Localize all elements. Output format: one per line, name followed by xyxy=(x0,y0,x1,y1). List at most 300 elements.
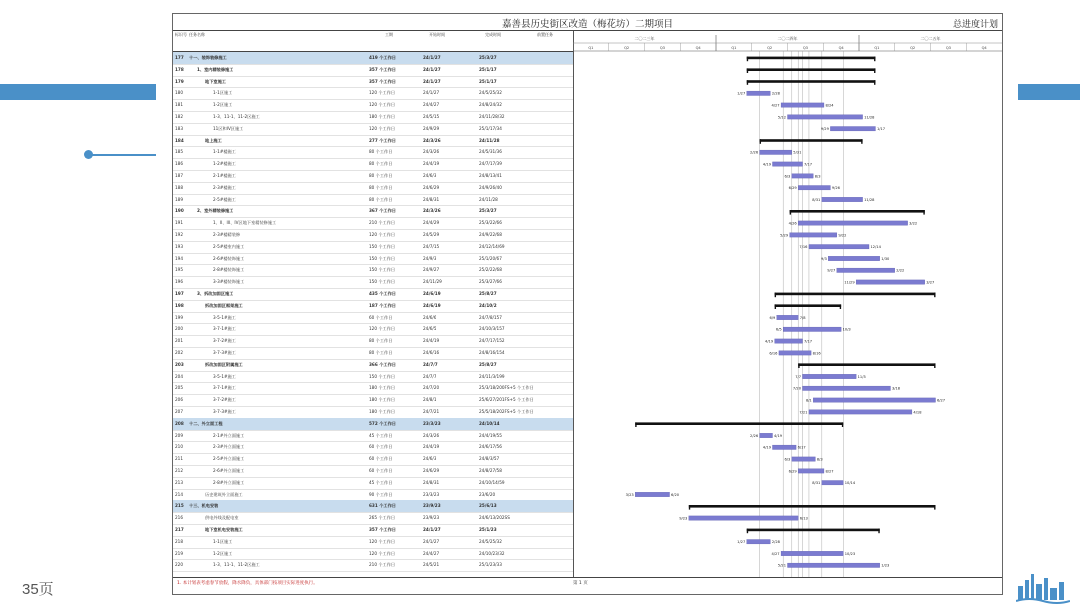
left-accent-line xyxy=(90,154,156,156)
task-bar xyxy=(788,563,880,567)
col-header-id: 标识号 xyxy=(175,32,187,37)
gantt-document xyxy=(172,13,1003,595)
bar-end-label: 7/17 xyxy=(804,339,813,344)
row-end: 24/8/16/154 xyxy=(479,350,505,355)
summary-bar-start xyxy=(775,304,776,309)
row-duration: 357 个工作日 xyxy=(369,527,396,532)
quarter-label: Q3 xyxy=(802,46,808,50)
row-task-name: 1、室内精装修施工 xyxy=(197,66,234,72)
row-start: 24/1/27 xyxy=(423,527,441,532)
row-id: 215 xyxy=(175,503,184,509)
row-duration: 80 个工作日 xyxy=(369,173,393,178)
row-start: 24/7/7 xyxy=(423,361,438,367)
task-bar xyxy=(747,540,771,544)
row-start: 24/4/19 xyxy=(423,161,440,167)
year-label: 二〇二四年 xyxy=(777,36,798,41)
row-id: 180 xyxy=(175,90,183,96)
row-start: 23/3/23 xyxy=(423,420,441,426)
summary-bar xyxy=(798,363,935,366)
task-bar xyxy=(775,339,803,343)
row-start: 24/3/26 xyxy=(423,137,441,143)
row-id: 178 xyxy=(175,66,184,72)
bar-start-label: 6/5 xyxy=(775,327,782,332)
row-end: 25/8/27 xyxy=(479,291,497,296)
row-task-name: 地下室施工 xyxy=(205,78,226,84)
task-bar xyxy=(792,457,816,461)
row-duration: 45 个工作日 xyxy=(369,432,393,438)
row-end: 24/5/25/32 xyxy=(479,538,502,544)
row-task-name: 1-3、11-1、11-2区施工 xyxy=(213,562,260,568)
row-id: 183 xyxy=(175,125,183,131)
task-bar xyxy=(803,386,891,390)
summary-bar xyxy=(775,304,841,307)
row-end: 24/6/13/202SS xyxy=(479,515,510,521)
bar-end-label: 8/3 xyxy=(814,174,821,179)
row-end: 25/3/27 xyxy=(479,208,497,214)
row-start: 24/8/31 xyxy=(423,479,440,485)
bar-start-label: 5/29 xyxy=(780,233,789,238)
row-id: 177 xyxy=(175,55,184,60)
row-task-name: 2-3#外立面施工 xyxy=(213,444,245,450)
row-end: 24/11/28/32 xyxy=(479,114,505,119)
row-duration: 90 个工作日 xyxy=(369,491,393,497)
row-id: 203 xyxy=(175,361,184,367)
bar-end-label: 10/23 xyxy=(844,551,856,556)
row-start: 24/3/26 xyxy=(423,208,441,214)
task-bar xyxy=(822,197,863,201)
row-end: 24/11/28 xyxy=(479,137,500,143)
row-id: 217 xyxy=(175,527,184,532)
row-end: 25/6/27/201FS+5 个工作日 xyxy=(479,397,534,403)
row-task-name: 1-1#楼施工 xyxy=(213,149,236,155)
row-id: 213 xyxy=(175,479,183,485)
row-end: 25/3/18/200FS+5 个工作日 xyxy=(479,385,534,391)
row-end: 24/7/8/157 xyxy=(479,314,502,320)
row-start: 24/7/21 xyxy=(423,409,440,414)
row-task-name: 1-1区施工 xyxy=(213,90,233,96)
row-task-name: 地上施工 xyxy=(205,137,222,143)
row-id: 181 xyxy=(175,102,183,108)
col-header-end: 完成时间 xyxy=(485,32,501,37)
row-duration: 60 个工作日 xyxy=(369,314,393,320)
row-task-name: 3-5-1#施工 xyxy=(213,314,236,320)
row-task-name: 3-7-3#施工 xyxy=(213,409,236,414)
summary-bar-end xyxy=(840,304,841,309)
task-bar xyxy=(828,256,879,260)
row-duration: 150 个工作日 xyxy=(369,243,396,249)
bar-start-label: 11/29 xyxy=(844,280,855,285)
row-start: 24/6/29 xyxy=(423,184,440,190)
summary-bar-end xyxy=(874,68,875,73)
bar-end-label: 2/22 xyxy=(896,268,905,273)
bar-end-label: 7/17 xyxy=(804,162,813,167)
row-id: 210 xyxy=(175,444,183,450)
row-start: 24/11/29 xyxy=(423,279,442,285)
bar-end-label: 4/18 xyxy=(913,410,922,415)
row-start: 24/1/27 xyxy=(423,538,440,544)
row-end: 24/11/28 xyxy=(479,196,498,202)
bar-end-label: 10/14 xyxy=(844,481,856,486)
col-header-start: 开始时间 xyxy=(429,32,445,37)
row-duration: 210 个工作日 xyxy=(369,562,396,568)
bar-start-label: 4/19 xyxy=(765,339,774,344)
row-start: 24/5/29 xyxy=(423,232,440,237)
row-start: 24/9/27 xyxy=(423,267,440,273)
row-id: 199 xyxy=(175,314,183,320)
task-bar xyxy=(798,186,830,190)
bar-start-label: 9/3 xyxy=(820,256,827,261)
bar-end-label: 1/17 xyxy=(876,127,886,132)
summary-bar-start xyxy=(747,529,748,534)
bar-end-label: 10/3 xyxy=(842,327,851,332)
row-task-name: 11区和IV区施工 xyxy=(213,125,244,131)
row-end: 24/10/14/59 xyxy=(479,479,505,485)
summary-bar-end xyxy=(934,363,935,368)
row-duration: 357 个工作日 xyxy=(369,66,396,72)
bar-start-label: 5/21 xyxy=(777,563,786,568)
row-task-name: 2-3#楼精装修 xyxy=(213,232,241,237)
task-bar xyxy=(772,445,796,449)
row-duration: 265 个工作日 xyxy=(369,515,396,521)
row-end: 24/8/3/57 xyxy=(479,456,500,462)
summary-bar-end xyxy=(878,529,879,534)
row-task-name: 3-5-1#施工 xyxy=(213,373,236,379)
row-start: 24/4/27 xyxy=(423,550,440,556)
row-task-name: 拆改加固区框架施工 xyxy=(205,302,243,308)
row-start: 24/6/6 xyxy=(423,314,437,320)
summary-bar-end xyxy=(874,80,875,85)
bar-start-label: 6/29 xyxy=(788,469,797,474)
bar-end-label: 3/27 xyxy=(926,280,935,285)
quarter-label: Q3 xyxy=(659,46,665,50)
row-id: 187 xyxy=(175,173,183,178)
row-duration: 150 个工作日 xyxy=(369,267,396,273)
bar-start-label: 4/19 xyxy=(762,162,771,167)
row-duration: 366 个工作日 xyxy=(369,361,396,367)
bar-start-label: 8/31 xyxy=(812,197,821,202)
summary-bar xyxy=(689,505,936,508)
table-row xyxy=(173,559,573,572)
row-task-name: 历史建筑外立面施工 xyxy=(205,491,243,497)
bar-end-label: 2/28 xyxy=(771,540,780,545)
row-end: 25/1/23 xyxy=(479,527,497,532)
bar-end-label: 3/18 xyxy=(891,386,901,391)
row-task-name: 1、II、III、IV区地下室精装修施工 xyxy=(213,220,277,226)
task-bar xyxy=(783,327,841,331)
row-end: 24/8/13/41 xyxy=(479,173,502,178)
row-id: 208 xyxy=(175,420,184,426)
row-start: 24/6/3 xyxy=(423,173,437,178)
row-id: 196 xyxy=(175,279,183,285)
row-task-name: 3-7-2#施工 xyxy=(213,397,236,403)
quarter-label: Q2 xyxy=(767,46,773,50)
bar-start-label: 3/23 xyxy=(625,492,634,497)
task-bar xyxy=(856,280,925,284)
row-duration: 435 个工作日 xyxy=(369,291,396,296)
bar-end-label: 5/31 xyxy=(793,150,802,155)
document-title: 嘉善县历史街区改造（梅花坊）二期项目 xyxy=(501,19,673,30)
row-task-name: 3-7-1#施工 xyxy=(213,385,236,391)
row-end: 24/11/3/199 xyxy=(479,373,505,379)
row-start: 24/1/27 xyxy=(423,66,441,72)
row-duration: 120 个工作日 xyxy=(369,538,396,544)
summary-bar xyxy=(747,68,876,71)
row-id: 185 xyxy=(175,149,183,155)
row-start: 24/3/26 xyxy=(423,432,440,438)
row-start: 24/1/27 xyxy=(423,78,441,84)
row-end: 25/6/13 xyxy=(479,503,497,509)
bar-end-label: 12/14 xyxy=(870,245,881,250)
row-task-name: 2-1#外立面施工 xyxy=(213,432,245,438)
task-bar xyxy=(798,221,907,225)
row-duration: 419 个工作日 xyxy=(369,55,396,60)
document-subtitle: 总进度计划 xyxy=(952,20,998,30)
bar-start-label: 7/16 xyxy=(799,245,808,250)
row-id: 214 xyxy=(175,491,183,497)
row-id: 179 xyxy=(175,78,184,84)
row-task-name: 十二、外立面工程 xyxy=(189,420,223,426)
quarter-label: Q2 xyxy=(910,46,916,50)
bar-start-label: 6/9 xyxy=(769,315,776,320)
bar-end-label: 8/24 xyxy=(825,103,834,108)
row-duration: 367 个工作日 xyxy=(369,208,396,214)
row-task-name: 2-8#外立面施工 xyxy=(213,479,245,485)
row-id: 204 xyxy=(175,373,183,379)
row-duration: 277 个工作日 xyxy=(369,137,396,143)
quarter-label: Q3 xyxy=(945,46,951,50)
bar-start-label: 4/26 xyxy=(788,221,797,226)
row-end: 25/5/18/202FS+5 个工作日 xyxy=(479,409,534,414)
bar-start-label: 8/31 xyxy=(812,481,821,486)
bar-end-label: 3/22 xyxy=(909,221,918,226)
bar-end-label: 6/20 xyxy=(671,492,680,497)
task-bar xyxy=(788,115,863,119)
row-start: 24/7/7 xyxy=(423,373,437,379)
row-end: 24/8/27/58 xyxy=(479,468,502,473)
row-task-name: 拆改加固区附属施工 xyxy=(205,361,243,367)
row-duration: 80 个工作日 xyxy=(369,338,393,344)
quarter-label: Q2 xyxy=(624,46,630,50)
row-end: 25/3/27/66 xyxy=(479,279,502,285)
bar-end-label: 9/22 xyxy=(838,233,847,238)
row-task-name: 2-6#楼装饰施工 xyxy=(213,255,245,261)
task-bar xyxy=(760,150,792,154)
row-id: 188 xyxy=(175,184,183,190)
slide-page-number: 35页 xyxy=(22,581,54,598)
task-bar xyxy=(779,351,811,355)
bar-end-label: 6/17 xyxy=(797,445,806,450)
summary-bar-start xyxy=(775,293,776,298)
row-start: 24/4/19 xyxy=(423,338,440,344)
bar-start-label: 1/27 xyxy=(737,540,746,545)
year-label: 二〇二五年 xyxy=(920,36,941,41)
bar-start-label: 6/29 xyxy=(788,186,797,191)
row-task-name: 2-1#楼施工 xyxy=(213,173,236,178)
task-bar xyxy=(760,433,773,437)
row-duration: 150 个工作日 xyxy=(369,279,396,285)
row-id: 212 xyxy=(175,468,183,473)
row-id: 219 xyxy=(175,550,183,556)
bar-start-label: 4/19 xyxy=(762,445,771,450)
row-duration: 120 个工作日 xyxy=(369,90,396,96)
summary-bar-start xyxy=(635,422,636,427)
row-start: 24/6/5 xyxy=(423,326,437,332)
task-bar xyxy=(689,516,798,520)
bar-start-label: 4/27 xyxy=(771,103,780,108)
row-id: 198 xyxy=(175,302,184,308)
row-start: 23/9/23 xyxy=(423,503,441,509)
bar-end-label: 1/30 xyxy=(881,256,890,261)
year-label: 二〇二三年 xyxy=(634,36,655,41)
bar-start-label: 7/7 xyxy=(795,374,802,379)
left-accent-bar xyxy=(0,84,156,100)
summary-bar-start xyxy=(747,68,748,73)
bar-start-label: 6/3 xyxy=(784,457,791,462)
task-bar xyxy=(747,91,771,95)
row-start: 24/4/19 xyxy=(423,444,440,450)
row-id: 201 xyxy=(175,338,183,344)
row-start: 24/6/3 xyxy=(423,456,437,462)
bar-end-label: 6/27 xyxy=(937,398,946,403)
row-id: 202 xyxy=(175,350,183,355)
row-start: 24/6/29 xyxy=(423,468,440,473)
bar-end-label: 9/26 xyxy=(831,186,840,191)
row-id: 200 xyxy=(175,326,183,332)
row-duration: 60 个工作日 xyxy=(369,456,393,462)
task-bar xyxy=(790,233,837,237)
summary-bar-start xyxy=(747,80,748,85)
task-bar xyxy=(777,315,798,319)
task-bar xyxy=(798,469,824,473)
bar-start-label: 2/26 xyxy=(750,150,759,155)
bar-start-label: 6/3 xyxy=(784,174,791,179)
row-start: 24/4/29 xyxy=(423,220,440,226)
summary-bar-end xyxy=(861,139,862,144)
row-duration: 80 个工作日 xyxy=(369,184,393,190)
task-bar xyxy=(772,162,802,166)
row-task-name: 2-3#楼施工 xyxy=(213,184,236,190)
row-end: 23/6/20 xyxy=(479,491,496,497)
task-bar xyxy=(830,127,875,131)
summary-bar-end xyxy=(934,505,935,510)
bar-end-label: 11/3 xyxy=(857,374,866,379)
row-task-name: 1-2#楼施工 xyxy=(213,161,236,167)
row-end: 25/1/17/34 xyxy=(479,125,502,131)
row-end: 24/5/25/32 xyxy=(479,90,502,96)
row-start: 24/8/1 xyxy=(423,397,437,403)
bar-end-label: 8/3 xyxy=(816,457,823,462)
row-id: 195 xyxy=(175,267,183,273)
row-end: 24/10/3/157 xyxy=(479,326,505,332)
task-bar xyxy=(837,268,895,272)
row-task-name: 3-7-2#施工 xyxy=(213,338,236,344)
row-end: 25/3/22/66 xyxy=(479,220,502,226)
bar-end-label: 11/28 xyxy=(864,115,875,120)
row-duration: 210 个工作日 xyxy=(369,220,396,226)
row-end: 24/4/19/55 xyxy=(479,432,502,438)
summary-bar xyxy=(747,57,876,60)
bar-end-label: 2/28 xyxy=(771,91,780,96)
bar-start-label: 5/12 xyxy=(777,115,786,120)
row-end: 24/7/17/39 xyxy=(479,161,502,167)
quarter-label: Q4 xyxy=(695,46,701,50)
row-id: 207 xyxy=(175,409,183,414)
bar-start-label: 7/20 xyxy=(792,386,802,391)
task-bar xyxy=(813,398,935,402)
task-bar xyxy=(809,410,912,414)
col-header-name: 任务名称 xyxy=(189,32,205,37)
row-task-name: 3、拆改加固区施工 xyxy=(197,291,234,296)
task-bar xyxy=(803,374,857,378)
row-task-name: 十三、机电安装 xyxy=(189,503,219,509)
row-end: 25/1/20/67 xyxy=(479,255,502,261)
bar-start-label: 2/26 xyxy=(750,433,759,438)
row-duration: 80 个工作日 xyxy=(369,149,393,155)
bar-end-label: 4/19 xyxy=(773,433,783,438)
row-duration: 357 个工作日 xyxy=(369,78,396,84)
row-task-name: 2-5#外立面施工 xyxy=(213,456,245,462)
row-task-name: 3-7-3#施工 xyxy=(213,350,236,355)
row-start: 24/6/19 xyxy=(423,302,441,308)
row-id: 197 xyxy=(175,291,184,296)
row-start: 24/6/16 xyxy=(423,350,440,355)
summary-bar-start xyxy=(747,57,748,62)
bar-end-label: 8/27 xyxy=(825,469,834,474)
row-task-name: 3-7-1#施工 xyxy=(213,326,236,332)
bar-start-label: 9/27 xyxy=(827,268,836,273)
row-duration: 60 个工作日 xyxy=(369,468,393,473)
row-start: 24/7/15 xyxy=(423,243,440,249)
row-duration: 180 个工作日 xyxy=(369,397,396,403)
row-duration: 187 个工作日 xyxy=(369,302,396,308)
bar-start-label: 1/27 xyxy=(737,91,746,96)
row-start: 23/9/23 xyxy=(423,515,440,521)
row-task-name: 2、室外精装修施工 xyxy=(197,208,234,214)
row-end: 24/9/22/68 xyxy=(479,232,502,237)
row-id: 206 xyxy=(175,397,183,403)
row-duration: 572 个工作日 xyxy=(369,420,396,426)
row-start: 24/8/31 xyxy=(423,196,440,202)
bar-end-label: 7/8 xyxy=(799,315,806,320)
row-id: 191 xyxy=(175,220,183,226)
bar-start-label: 6/16 xyxy=(769,351,778,356)
row-start: 24/5/21 xyxy=(423,562,440,568)
row-task-name: 2-5#楼施工 xyxy=(213,196,236,202)
summary-bar-end xyxy=(934,293,935,298)
footer-note: 1. 本计划表考虑春节放假，降水降负，具体部门按项目实际进度执行。 xyxy=(177,581,318,586)
footer-divider xyxy=(173,577,1002,578)
summary-bar xyxy=(790,210,925,213)
row-end: 24/10/23/32 xyxy=(479,550,505,556)
row-duration: 150 个工作日 xyxy=(369,373,396,379)
summary-bar-end xyxy=(874,57,875,62)
row-task-name: 1-3、11-1、11-2区施工 xyxy=(213,114,260,119)
row-id: 211 xyxy=(175,456,183,462)
bar-start-label: 9/29 xyxy=(820,127,829,132)
task-bar xyxy=(809,245,869,249)
row-end: 25/1/17 xyxy=(479,66,497,72)
col-header-duration: 工期 xyxy=(385,32,393,37)
row-task-name: 地下室机电安装施工 xyxy=(205,527,243,532)
row-end: 24/8/24/32 xyxy=(479,102,502,108)
row-end: 25/8/27 xyxy=(479,361,497,367)
row-end: 24/10/14 xyxy=(479,420,500,426)
row-duration: 80 个工作日 xyxy=(369,350,393,355)
row-id: 220 xyxy=(175,562,183,568)
col-header-predecessor: 前置任务 xyxy=(537,32,553,37)
gantt-chart xyxy=(573,31,1002,577)
left-accent-dot xyxy=(84,150,93,159)
